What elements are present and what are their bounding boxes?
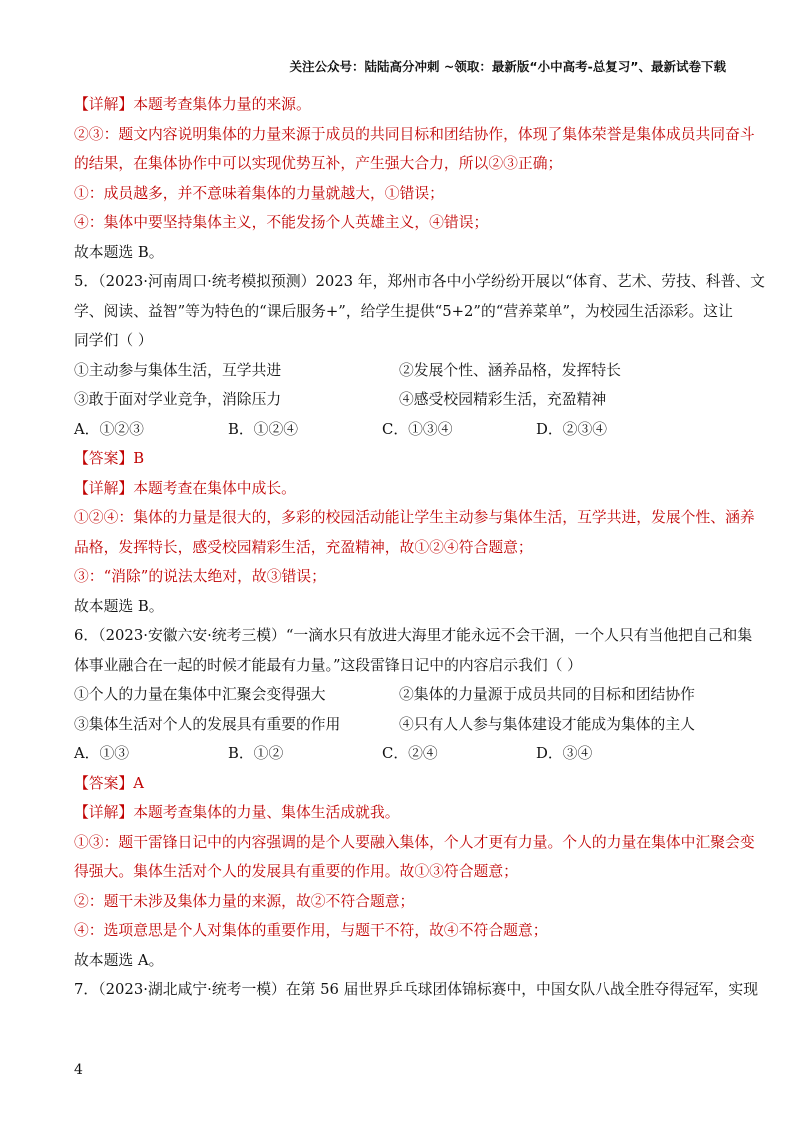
q6-options-34-item-2: ④只有人人参与集体建设才能成为集体的主人 bbox=[399, 715, 695, 733]
q5-options-34-item-2: ④感受校园精彩生活，充盈精神 bbox=[399, 391, 607, 408]
q5-stem-line3: 同学们（ ） bbox=[74, 332, 153, 349]
q4-detail-1: ①：成员越多，并不意味着集体的力量就越大，①错误； bbox=[74, 184, 444, 202]
q6-stem-line1: 6．（2023·安徽六安·统考三模）“一滴水只有放进大海里才能永远不会干涸，一个人只有当他把自己和集 bbox=[74, 627, 753, 644]
q4-detail-23-line1: ②③：题文内容说明集体的力量来源于成员的共同目标和团结协作，体现了集体荣誉是集体成员共同奋斗 bbox=[74, 125, 755, 143]
q6-choices bbox=[74, 739, 724, 769]
page-number: 4 bbox=[74, 1062, 83, 1078]
q6-options-34-item-1: ③集体生活对个人的发展具有重要的作用 bbox=[74, 715, 341, 733]
q6-conclusion: 故本题选 A。 bbox=[74, 951, 164, 969]
q5-choices-item-2: B．①②④ bbox=[228, 420, 299, 438]
q6-answer: 【答案】A bbox=[74, 774, 144, 792]
q5-answer: 【答案】B bbox=[74, 450, 145, 467]
q6-choices-item-2: B．①② bbox=[228, 745, 284, 762]
document-body bbox=[74, 90, 765, 1005]
q6-detail-13-line1: ①③：题干雷锋日记中的内容强调的是个人要融入集体，个人才更有力量。个人的力量在集体中汇聚会变 bbox=[74, 833, 755, 851]
q6-detail-2: ②：题干未涉及集体力量的来源，故②不符合题意； bbox=[74, 892, 415, 910]
q5-detail-3: ③：“消除”的说法太绝对，故③错误； bbox=[74, 568, 326, 585]
q6-choices-item-3: C．②④ bbox=[382, 745, 438, 762]
page-header: 关注公众号：陆陆高分冲刺 ~领取：最新版“小中高考-总复习”、最新试卷下载 bbox=[289, 59, 726, 74]
q5-options-12 bbox=[74, 356, 724, 386]
q5-choices bbox=[74, 415, 724, 445]
q6-detail-title: 【详解】本题考查集体的力量、集体生活成就我。 bbox=[74, 804, 400, 821]
q6-detail-13-line2: 得强大。集体生活对个人的发展具有重要的作用。故①③符合题意； bbox=[74, 863, 518, 880]
q6-choices-item-1: A．①③ bbox=[74, 745, 130, 762]
q5-options-12-item-1: ①主动参与集体生活，互学共进 bbox=[74, 361, 282, 379]
q5-conclusion: 故本题选 B。 bbox=[74, 597, 164, 615]
q5-options-34 bbox=[74, 385, 724, 415]
q5-options-34-item-1: ③敢于面对学业竞争，消除压力 bbox=[74, 391, 282, 408]
q5-detail-title: 【详解】本题考查在集体中成长。 bbox=[74, 479, 296, 497]
q7-stem-line1: 7．（2023·湖北咸宁·统考一模）在第 56 届世界乒乓球团体锦标赛中，中国女队八战全胜夺得冠军，实现 bbox=[74, 981, 758, 998]
q5-detail-124-line1: ①②④：集体的力量是很大的，多彩的校园活动能让学生主动参与集体生活，互学共进，发展个性、涵养 bbox=[74, 509, 755, 526]
q6-stem-line2: 体事业融合在一起的时候才能最有力量。”这段雷锋日记中的内容启示我们（ ） bbox=[74, 656, 582, 674]
q4-detail-title: 【详解】本题考查集体力量的来源。 bbox=[74, 96, 311, 113]
q6-choices-item-4: D．③④ bbox=[536, 745, 593, 762]
q5-stem-line2: 学、阅读、益智”等为特色的“课后服务+”，给学生提供“5+2”的“营养菜单”，为校园生活添彩。这让 bbox=[74, 302, 733, 320]
q5-stem-line1: 5．（2023·河南周口·统考模拟预测）2023 年，郑州市各中小学纷纷开展以“体育、艺术、劳技、科普、文 bbox=[74, 273, 765, 290]
q6-options-12-item-1: ①个人的力量在集体中汇聚会变得强大 bbox=[74, 686, 326, 703]
q6-detail-4: ④：选项意思是个人对集体的重要作用，与题干不符，故④不符合题意； bbox=[74, 922, 548, 939]
q5-detail-124-line2: 品格，发挥特长，感受校园精彩生活，充盈精神，故①②④符合题意； bbox=[74, 538, 533, 556]
q5-choices-item-1: A．①②③ bbox=[74, 420, 144, 438]
q6-options-12 bbox=[74, 680, 724, 710]
q4-detail-23-line2: 的结果，在集体协作中可以实现优势互补，产生强大合力，所以②③正确； bbox=[74, 155, 563, 172]
q5-options-12-item-2: ②发展个性、涵养品格，发挥特长 bbox=[399, 361, 621, 379]
q5-choices-item-3: C．①③④ bbox=[382, 420, 453, 438]
q4-detail-4: ④：集体中要坚持集体主义，不能发扬个人英雄主义，④错误； bbox=[74, 214, 489, 231]
q6-options-12-item-2: ②集体的力量源于成员共同的目标和团结协作 bbox=[399, 686, 695, 703]
q4-conclusion: 故本题选 B。 bbox=[74, 243, 164, 261]
q5-choices-item-4: D．②③④ bbox=[536, 420, 608, 438]
q6-options-34 bbox=[74, 710, 724, 740]
